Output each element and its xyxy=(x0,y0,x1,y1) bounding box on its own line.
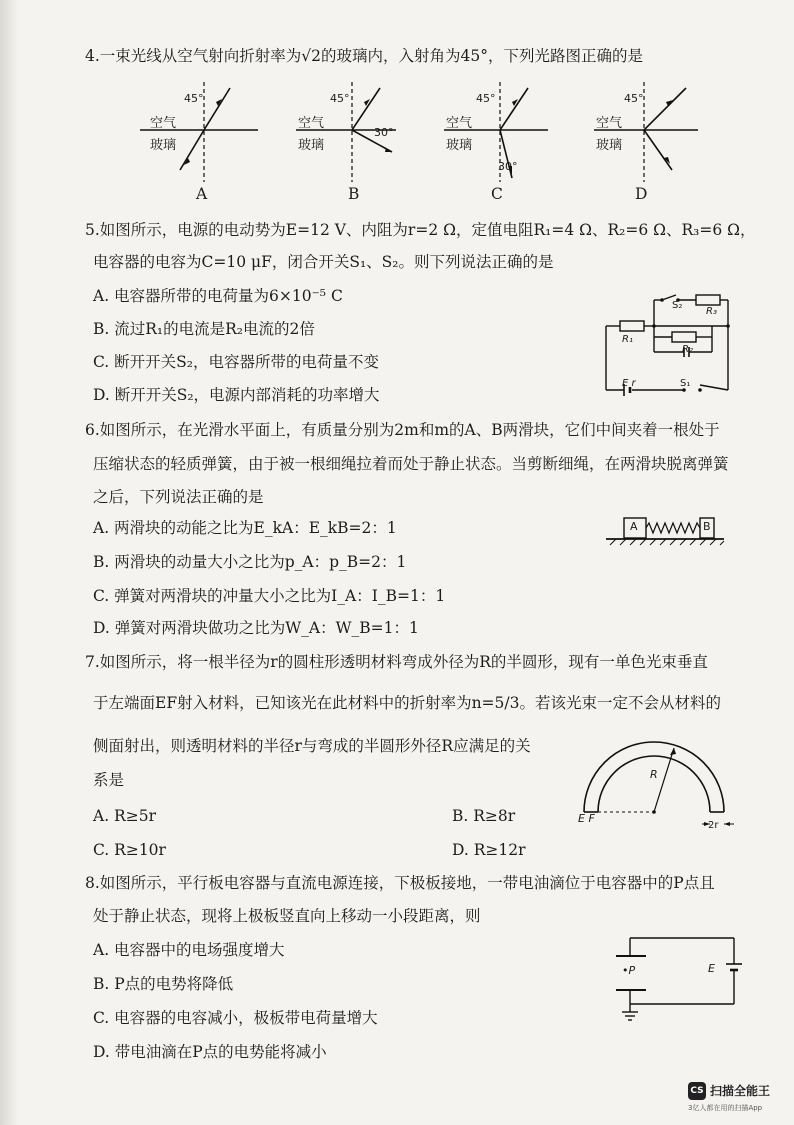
q5-label-er: E r xyxy=(622,378,636,389)
q5-option-d[interactable]: D. 断开开关S₂，电源内部消耗的功率增大 xyxy=(93,386,380,404)
q4-c-angle30: 30° xyxy=(498,160,518,173)
q5-option-b[interactable]: B. 流过R₁的电流是R₂电流的2倍 xyxy=(93,320,315,338)
q7-stem-line4: 系是 xyxy=(93,771,125,789)
q5-label-r3: R₃ xyxy=(706,306,717,317)
q5-label-s2: S₂ xyxy=(672,300,683,311)
q7-label-r: R xyxy=(650,768,658,781)
q5-label-s1: S₁ xyxy=(680,378,691,389)
q4-b-glass-label: 玻璃 xyxy=(298,138,325,153)
q6-label-b: B xyxy=(703,520,711,533)
q7-option-c[interactable]: C. R≥10r xyxy=(93,841,166,859)
q7-stem-line2: 于左端面EF射入材料，已知该光在此材料中的折射率为n=5/3。若该光束一定不会从材料的 xyxy=(93,694,721,712)
q5-stem-line2: 电容器的电容为C=10 μF，闭合开关S₁、S₂。则下列说法正确的是 xyxy=(93,253,554,271)
q7-stem-line1: 7.如图所示，将一根半径为r的圆柱形透明材料弯成外径为R的半圆形，现有一单色光束垂直 xyxy=(85,653,708,671)
q5-label-r2: R₂ xyxy=(682,344,693,355)
q6-option-d[interactable]: D. 弹簧对两滑块做功之比为W_A：W_B=1：1 xyxy=(93,619,419,637)
q5-stem-line1: 5.如图所示，电源的电动势为E=12 V、内阻为r=2 Ω，定值电阻R₁=4 Ω、R₂=6 Ω、R₃=6 Ω， xyxy=(85,221,756,239)
q7-label-2r: 2r xyxy=(708,820,719,831)
q7-stem-line3: 侧面射出，则透明材料的半径r与弯成的半圆形外径R应满足的关 xyxy=(93,737,531,755)
scan-edge-left xyxy=(0,0,18,1125)
q4-d-air-label: 空气 xyxy=(596,116,623,131)
q4-d-angle45: 45° xyxy=(624,92,644,105)
q7-semicircle-diagram xyxy=(578,730,738,828)
q6-stem-line1: 6.如图所示，在光滑水平面上，有质量分别为2m和m的A、B两滑块，它们中间夹着一根处于 xyxy=(85,421,720,439)
q6-label-a: A xyxy=(630,520,638,533)
q7-label-ef: E F xyxy=(578,812,595,825)
q7-option-a[interactable]: A. R≥5r xyxy=(93,807,156,825)
q8-option-a[interactable]: A. 电容器中的电场强度增大 xyxy=(93,941,285,959)
q4-stem: 4.一束光线从空气射向折射率为√2的玻璃内，入射角为45°，下列光路图正确的是 xyxy=(85,47,644,65)
scanner-watermark xyxy=(688,1082,792,1118)
watermark-title: 扫描全能王 xyxy=(710,1084,771,1098)
q4-b-angle45: 45° xyxy=(330,92,350,105)
q6-option-b[interactable]: B. 两滑块的动量大小之比为p_A：p_B=2：1 xyxy=(93,553,407,571)
q8-option-d[interactable]: D. 带电油滴在P点的电势能将减小 xyxy=(93,1043,327,1061)
q4-option-c[interactable]: C xyxy=(491,185,503,203)
q4-a-angle45: 45° xyxy=(184,92,204,105)
q8-label-p: •P xyxy=(622,964,636,977)
q6-stem-line3: 之后，下列说法正确的是 xyxy=(93,488,264,506)
q8-capacitor-diagram xyxy=(612,932,742,1027)
q4-b-air-label: 空气 xyxy=(298,116,325,131)
q4-option-b[interactable]: B xyxy=(348,185,360,203)
watermark-subtitle: 3亿人都在用的扫描App xyxy=(688,1104,763,1112)
camscanner-logo-icon: CS xyxy=(688,1082,706,1100)
q4-c-air-label: 空气 xyxy=(446,116,473,131)
q5-option-c[interactable]: C. 断开开关S₂，电容器所带的电荷量不变 xyxy=(93,353,379,371)
q5-label-r1: R₁ xyxy=(622,334,633,345)
q6-stem-line2: 压缩状态的轻质弹簧，由于被一根细绳拉着而处于静止状态。当剪断细绳，在两滑块脱离弹簧 xyxy=(93,455,729,473)
q6-option-a[interactable]: A. 两滑块的动能之比为E_kA：E_kB=2：1 xyxy=(93,519,397,537)
q4-a-glass-label: 玻璃 xyxy=(150,138,177,153)
q8-option-b[interactable]: B. P点的电势将降低 xyxy=(93,975,234,993)
q5-option-a[interactable]: A. 电容器所带的电荷量为6×10⁻⁵ C xyxy=(93,287,343,305)
q8-option-c[interactable]: C. 电容器的电容减小，极板带电荷量增大 xyxy=(93,1009,378,1027)
q8-label-e: E xyxy=(708,962,715,975)
q4-d-glass-label: 玻璃 xyxy=(596,138,623,153)
q4-a-air-label: 空气 xyxy=(150,116,177,131)
q4-option-a[interactable]: A xyxy=(196,185,208,203)
q6-option-c[interactable]: C. 弹簧对两滑块的冲量大小之比为I_A：I_B=1：1 xyxy=(93,587,446,605)
q8-stem-line2: 处于静止状态，现将上极板竖直向上移动一小段距离，则 xyxy=(93,907,481,925)
q4-b-angle30: 30° xyxy=(374,126,394,139)
q4-option-d[interactable]: D xyxy=(635,185,648,203)
q4-c-glass-label: 玻璃 xyxy=(446,138,473,153)
q7-option-d[interactable]: D. R≥12r xyxy=(452,841,526,859)
q8-stem-line1: 8.如图所示，平行板电容器与直流电源连接，下极板接地，一带电油滴位于电容器中的P点且 xyxy=(85,874,715,892)
q7-option-b[interactable]: B. R≥8r xyxy=(452,807,516,825)
q4-c-angle45: 45° xyxy=(476,92,496,105)
